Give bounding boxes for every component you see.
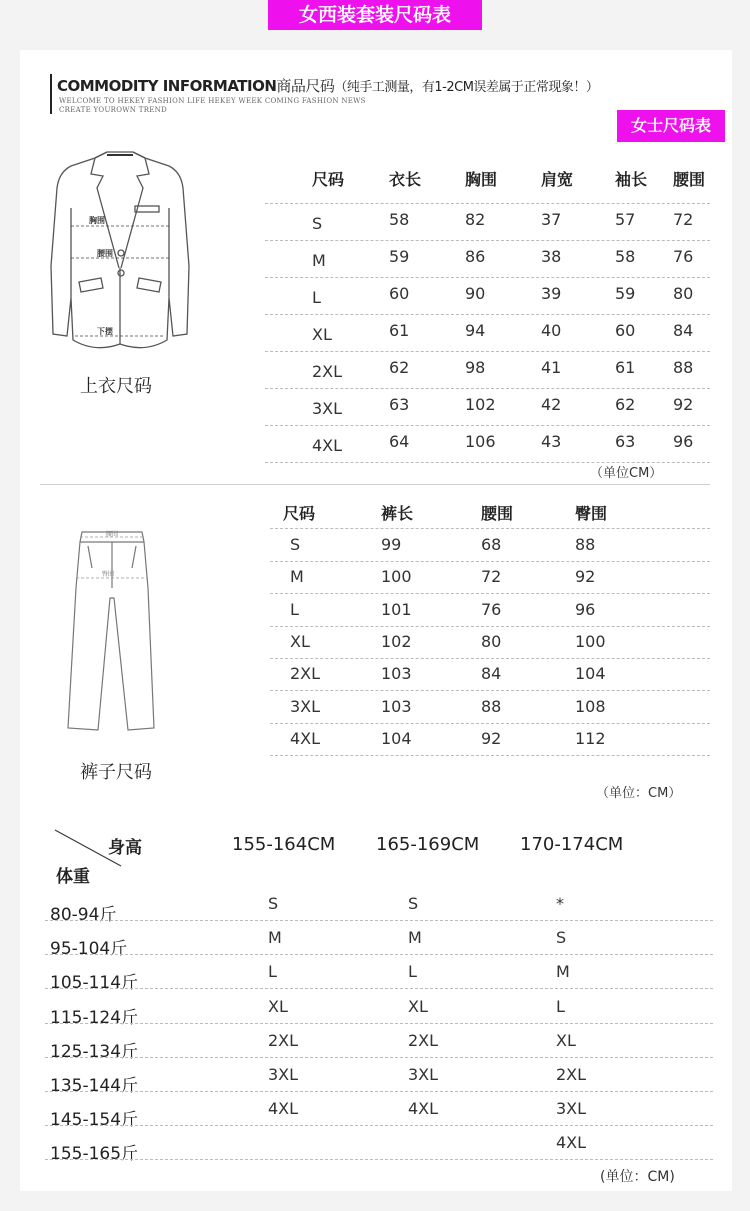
guide-size-cell: XL: [268, 996, 288, 1016]
jacket-value-cell: 80: [673, 284, 694, 303]
jacket-label-waist: 腰围: [97, 249, 113, 258]
jacket-value-cell: 42: [541, 395, 562, 414]
guide-row-divider: [45, 1091, 713, 1092]
pants-value-cell: 104: [381, 728, 412, 748]
pants-size-cell: 4XL: [290, 728, 321, 748]
guide-row-divider: [45, 988, 713, 989]
pants-value-cell: 100: [575, 631, 606, 651]
jacket-value-cell: 59: [389, 247, 410, 266]
pants-row-divider: [270, 690, 710, 691]
guide-size-cell: S: [408, 894, 419, 913]
jacket-value-cell: 61: [615, 358, 636, 377]
jacket-value-cell: 58: [615, 247, 636, 266]
pants-size-cell: XL: [290, 631, 310, 651]
pants-row-divider: [270, 528, 710, 529]
guide-size-cell: 4XL: [408, 1099, 439, 1119]
pants-size-cell: S: [290, 535, 301, 554]
pants-label-hip: 臀围: [102, 571, 115, 578]
guide-size-cell: XL: [408, 996, 428, 1016]
jacket-value-cell: 82: [465, 210, 486, 229]
guide-row-divider: [45, 1159, 713, 1160]
pants-value-cell: 76: [481, 599, 502, 619]
pants-value-cell: 108: [575, 696, 606, 716]
pants-size-cell: 2XL: [290, 664, 321, 684]
pants-value-cell: 84: [481, 664, 502, 684]
jacket-value-cell: 106: [465, 432, 496, 451]
guide-corner-weight: 体重: [56, 867, 90, 887]
pants-row-divider: [270, 723, 710, 724]
jacket-value-cell: 63: [389, 395, 410, 414]
guide-size-cell: L: [268, 962, 277, 982]
guide-height-header: 170-174CM: [520, 834, 624, 855]
jacket-row-divider: [265, 203, 710, 204]
jacket-value-cell: 94: [465, 321, 486, 340]
guide-weight-cell: 80-94斤: [50, 905, 117, 925]
jacket-value-cell: 57: [615, 210, 636, 229]
header-note: （纯手工测量，有1-2CM误差属于正常现象！）: [334, 80, 599, 95]
jacket-value-cell: 96: [673, 432, 694, 451]
pants-row-divider: [270, 593, 710, 594]
jacket-value-cell: 98: [465, 358, 486, 377]
guide-row-divider: [45, 1125, 713, 1126]
guide-corner-height: 身高: [108, 838, 142, 858]
pants-header-cell: 裤长: [381, 504, 414, 523]
guide-size-cell: S: [268, 894, 279, 913]
pants-value-cell: 103: [381, 664, 412, 684]
page-banner: 女西装套装尺码表: [268, 0, 482, 30]
guide-size-cell: 2XL: [268, 1030, 299, 1050]
guide-row-divider: [45, 1057, 713, 1058]
jacket-value-cell: 43: [541, 432, 562, 451]
pants-value-cell: 88: [481, 696, 502, 716]
guide-size-cell: L: [556, 996, 565, 1016]
header-title: [57, 75, 598, 96]
guide-height-header: 155-164CM: [232, 834, 336, 855]
pants-header-cell: 尺码: [283, 504, 316, 523]
guide-weight-cell: 95-104斤: [50, 939, 128, 960]
guide-size-cell: M: [408, 928, 422, 948]
pants-value-cell: 96: [575, 599, 596, 619]
pants-value-cell: 112: [575, 728, 606, 748]
pants-row-divider: [270, 755, 710, 756]
guide-row-divider: [45, 920, 713, 921]
jacket-value-cell: 39: [541, 284, 562, 303]
pants-header-cell: 腰围: [481, 504, 514, 523]
pants-value-cell: 68: [481, 535, 502, 554]
pants-row-divider: [270, 626, 710, 627]
guide-size-cell: *: [556, 894, 564, 913]
guide-weight-cell: 105-114斤: [50, 973, 139, 994]
guide-size-cell: M: [268, 928, 282, 948]
pants-value-cell: 99: [381, 535, 402, 554]
jacket-value-cell: 60: [615, 321, 636, 340]
pants-unit: （单位：CM）: [596, 786, 682, 801]
guide-weight-cell: 155-165斤: [50, 1144, 139, 1165]
guide-size-cell: S: [556, 928, 567, 948]
jacket-unit: （单位CM）: [590, 466, 663, 481]
header-subtitle-2: CREATE YOUROWN TREND: [59, 106, 168, 114]
guide-size-cell: 4XL: [268, 1099, 299, 1119]
guide-weight-cell: 135-144斤: [50, 1076, 139, 1096]
jacket-size-cell: L: [312, 288, 321, 307]
guide-unit: (单位：CM): [600, 1169, 675, 1185]
header-accent-bar: [50, 74, 52, 114]
pants-header-cell: 臀围: [575, 504, 608, 523]
jacket-value-cell: 102: [465, 395, 496, 414]
pants-value-cell: 80: [481, 631, 502, 651]
pants-value-cell: 100: [381, 567, 412, 587]
pants-caption: 裤子尺码: [80, 762, 152, 783]
header-title-cn: 商品尺码: [276, 77, 335, 95]
jacket-row-divider: [265, 351, 710, 352]
jacket-value-cell: 64: [389, 432, 410, 451]
jacket-value-cell: 58: [389, 210, 410, 229]
jacket-label-hem: 下摆: [97, 327, 113, 336]
jacket-value-cell: 38: [541, 247, 562, 266]
jacket-size-cell: 2XL: [312, 362, 343, 381]
pants-label-waist: 腰围: [106, 531, 119, 538]
jacket-value-cell: 84: [673, 321, 694, 340]
jacket-value-cell: 61: [389, 321, 410, 340]
jacket-header-cell: 腰围: [673, 170, 706, 189]
pants-value-cell: 103: [381, 696, 412, 716]
pants-row-divider: [270, 561, 710, 562]
pants-value-cell: 92: [481, 728, 502, 748]
header-title-en: COMMODITY INFORMATION: [57, 77, 277, 95]
guide-weight-cell: 115-124斤: [50, 1007, 139, 1028]
jacket-row-divider: [265, 388, 710, 389]
jacket-header-cell: 肩宽: [541, 170, 574, 189]
jacket-caption: 上衣尺码: [80, 376, 152, 397]
guide-size-cell: 3XL: [408, 1065, 439, 1084]
jacket-size-cell: M: [312, 251, 326, 270]
jacket-value-cell: 92: [673, 395, 694, 414]
pants-value-cell: 92: [575, 567, 596, 587]
pants-value-cell: 104: [575, 664, 606, 684]
jacket-value-cell: 59: [615, 284, 636, 303]
jacket-value-cell: 60: [389, 284, 410, 303]
pants-value-cell: 101: [381, 599, 412, 619]
jacket-value-cell: 40: [541, 321, 562, 340]
guide-row-divider: [45, 1023, 713, 1024]
jacket-row-divider: [265, 314, 710, 315]
jacket-value-cell: 88: [673, 358, 694, 377]
guide-height-header: 165-169CM: [376, 834, 480, 855]
jacket-row-divider: [265, 240, 710, 241]
women-size-badge: 女士尺码表: [617, 110, 725, 142]
guide-weight-cell: 145-154斤: [50, 1110, 139, 1131]
jacket-value-cell: 37: [541, 210, 562, 229]
pants-row-divider: [270, 658, 710, 659]
guide-size-cell: 3XL: [268, 1065, 299, 1084]
guide-size-cell: 3XL: [556, 1099, 587, 1119]
jacket-value-cell: 62: [389, 358, 410, 377]
jacket-size-cell: S: [312, 214, 323, 233]
header-subtitle-1: WELCOME TO HEKEY FASHION LIFE HEKEY WEEK COMING FASHION NEWS: [59, 97, 366, 105]
jacket-size-cell: 4XL: [312, 436, 343, 455]
jacket-diagram: [45, 148, 195, 358]
jacket-size-cell: 3XL: [312, 399, 343, 418]
jacket-label-chest: 胸围: [89, 216, 105, 225]
section-divider: [40, 484, 710, 485]
pants-size-cell: L: [290, 599, 299, 619]
pants-diagram: [62, 528, 162, 738]
jacket-value-cell: 63: [615, 432, 636, 451]
guide-weight-cell: 125-134斤: [50, 1041, 139, 1062]
jacket-header-cell: 衣长: [389, 170, 422, 189]
guide-size-cell: 4XL: [556, 1133, 587, 1153]
jacket-value-cell: 86: [465, 247, 486, 266]
jacket-row-divider: [265, 277, 710, 278]
jacket-value-cell: 72: [673, 210, 694, 229]
jacket-header-cell: 尺码: [312, 170, 345, 189]
guide-size-cell: 2XL: [556, 1065, 587, 1084]
guide-size-cell: XL: [556, 1030, 576, 1050]
jacket-value-cell: 41: [541, 358, 562, 377]
jacket-row-divider: [265, 425, 710, 426]
guide-size-cell: L: [408, 962, 417, 982]
pants-value-cell: 88: [575, 535, 596, 554]
jacket-value-cell: 90: [465, 284, 486, 303]
jacket-value-cell: 62: [615, 395, 636, 414]
guide-size-cell: 2XL: [408, 1030, 439, 1050]
pants-value-cell: 102: [381, 631, 412, 651]
pants-size-cell: M: [290, 567, 304, 587]
jacket-header-cell: 胸围: [465, 170, 498, 189]
pants-value-cell: 72: [481, 567, 502, 587]
jacket-value-cell: 76: [673, 247, 694, 266]
jacket-header-cell: 袖长: [615, 170, 648, 189]
jacket-size-cell: XL: [312, 325, 332, 344]
guide-row-divider: [45, 954, 713, 955]
pants-size-cell: 3XL: [290, 696, 321, 716]
guide-size-cell: M: [556, 962, 570, 982]
